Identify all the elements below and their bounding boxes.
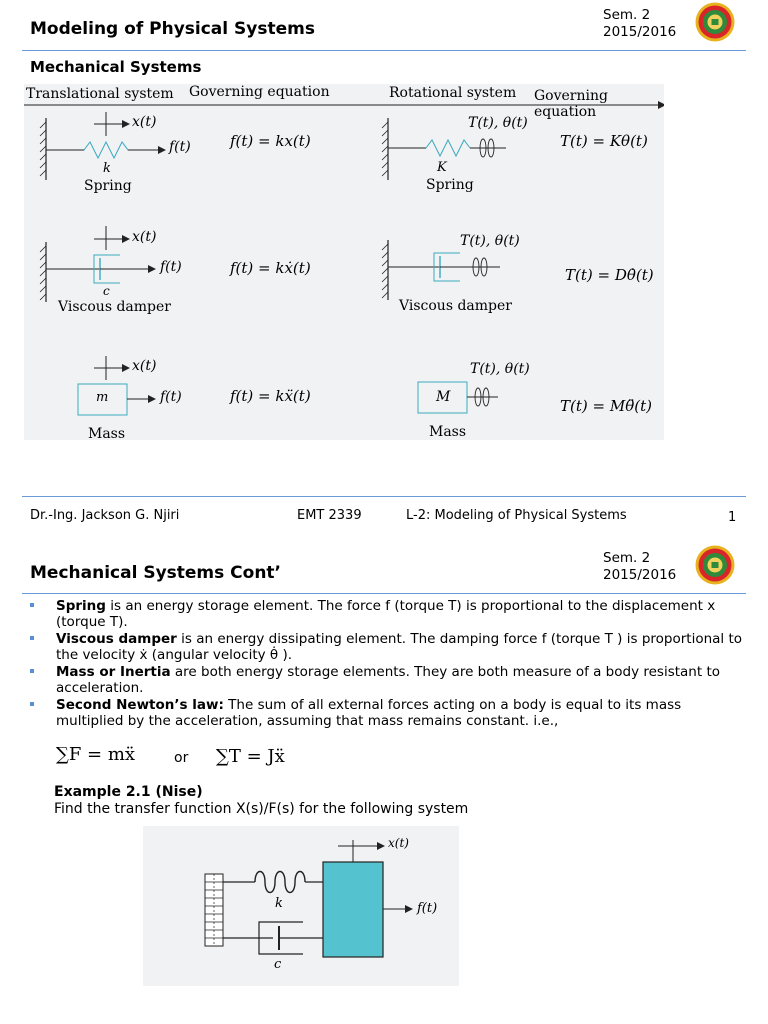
eq-spring-r: T(t) = Kθ(t) [560,132,648,150]
eq-mass-t: f(t) = kẍ(t) [230,387,311,405]
slide-title: Modeling of Physical Systems [30,19,315,39]
footer-course: EMT 2339 [297,508,362,523]
label-T-1: T(t), θ(t) [468,115,528,131]
eq-damper-t: f(t) = kẋ(t) [230,259,311,277]
semester-label-2: Sem. 2 2015/2016 [603,550,677,583]
mechanical-elements-figure [24,84,664,440]
footer-lecture: L-2: Modeling of Physical Systems [406,508,627,523]
header-governing-1: Governing equation [189,84,330,100]
footer-divider [22,496,746,497]
title-divider [22,50,746,51]
fig-label-x: x(t) [388,836,409,850]
spring-damper-mass-diagram [143,826,459,986]
rotational-damper-icon [382,240,500,300]
or-label: or [174,750,189,766]
footer-page-number: 1 [728,510,737,525]
equation-torque: ∑T = Jẍ [216,746,285,767]
label-T-3: T(t), θ(t) [470,361,530,377]
label-mass-r: Mass [429,424,467,440]
eq-mass-r: T(t) = Mθ̈(t) [560,397,652,415]
section-heading: Mechanical Systems [30,58,202,76]
bullet-spring: Spring is an energy storage element. The force f (torque T) is proportional to the displacement x (torque T). [30,598,750,630]
example-figure [143,826,459,986]
fig-label-k: k [275,896,283,911]
label-f-3: f(t) [160,389,182,405]
label-k: k [103,161,111,176]
label-damper-t: Viscous damper [58,299,171,315]
fig-label-f: f(t) [417,901,438,916]
university-logo-icon [695,545,735,585]
bullet-mass: Mass or Inertia are both energy storage elements. They are both measure of a body resistant to acceleration. [30,664,750,696]
example-text: Find the transfer function X(s)/F(s) for the following system [54,801,469,817]
label-spring-t: Spring [84,178,132,194]
title-divider-2 [22,593,746,594]
label-c: c [103,284,110,298]
bullet-list [30,598,750,730]
label-f-2: f(t) [160,259,182,275]
header-rotational: Rotational system [389,85,517,101]
header-translational: Translational system [26,86,174,102]
label-m: m [96,390,109,405]
label-mass-t: Mass [88,426,126,442]
eq-damper-r: T(t) = Dθ̇(t) [565,266,654,284]
label-x-2: x(t) [132,229,157,245]
rotational-mass-icon [418,382,498,413]
equation-force: ∑F = mẍ [56,744,136,765]
semester-label: Sem. 2 2015/2016 [603,7,677,40]
label-damper-r: Viscous damper [399,298,512,314]
label-T-2: T(t), θ(t) [460,233,520,249]
bullet-newton: Second Newton’s law: The sum of all external forces acting on a body is equal to its mass multiplied by the acceleration, assuming that mass remains constant. i.e., [30,697,750,729]
university-logo-icon [695,2,735,42]
bullet-damper: Viscous damper is an energy dissipating element. The damping force f (torque T ) is proportional to the velocity ẋ (angular velocity θ̇ ). [30,631,750,663]
label-spring-r: Spring [426,177,474,193]
slide-title-2: Mechanical Systems Cont’ [30,563,282,583]
label-x-1: x(t) [132,114,157,130]
label-f-1: f(t) [169,139,191,155]
eq-spring-t: f(t) = kx(t) [230,132,311,150]
label-x-3: x(t) [132,358,157,374]
label-K: K [437,160,447,175]
header-governing-2: Governing equation [534,88,608,120]
label-M: M [436,389,451,405]
fig-label-c: c [274,957,282,972]
example-title: Example 2.1 (Nise) [54,784,203,800]
footer-author: Dr.-Ing. Jackson G. Njiri [30,508,180,523]
